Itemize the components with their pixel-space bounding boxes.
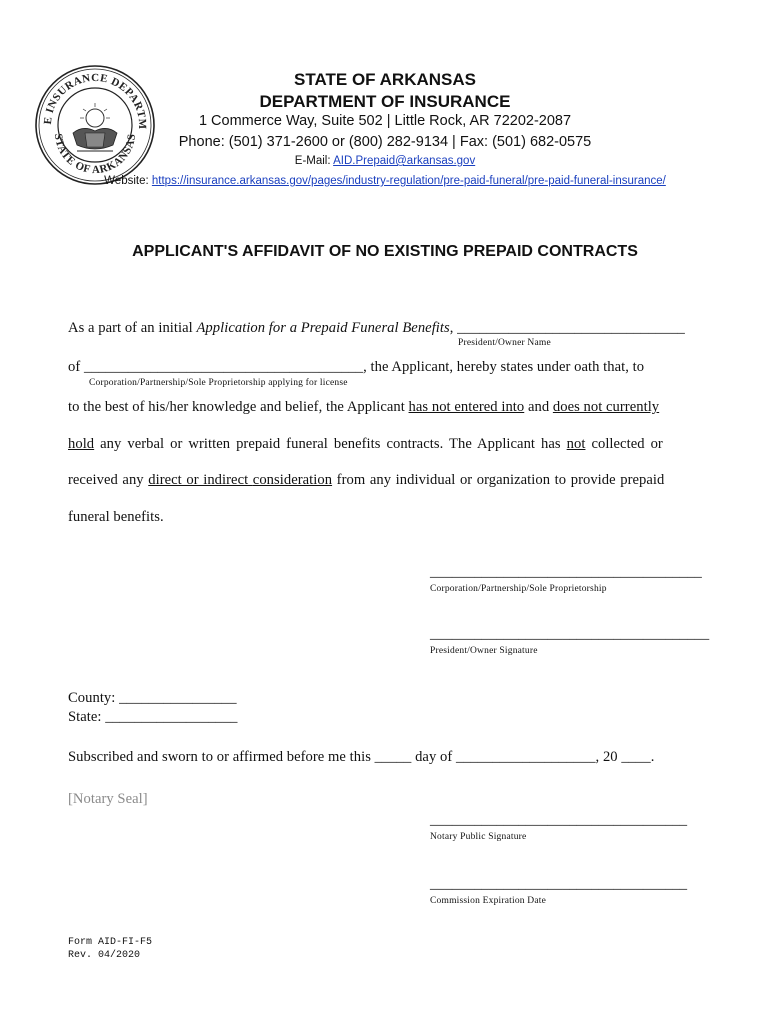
underlined-text: direct or indirect (148, 472, 253, 488)
email-line (0, 155, 770, 167)
commission-expiration-line[interactable]: ___________________________________ (430, 876, 688, 892)
para-line-1 (68, 320, 685, 337)
para-text: any verbal or written prepaid funeral benefits contracts. The Applicant has (94, 436, 567, 452)
corporation-signature-line[interactable]: _____________________________________ (430, 564, 702, 580)
caption-text: Signature (488, 832, 527, 842)
para-text: and (524, 399, 553, 415)
form-number: Form AID-FI-F5 (68, 937, 153, 948)
county-field[interactable]: County: ________________ (68, 690, 237, 706)
owner-signature-line[interactable]: ______________________________________ (430, 626, 710, 642)
department-name: DEPARTMENT OF INSURANCE (259, 92, 511, 111)
underlined-text: hold (68, 436, 95, 452)
underlined-text: has not entered into (408, 399, 525, 415)
para-line-2: of ______________________________________, the Applicant, hereby states under oath that, to (68, 359, 645, 375)
para-text: from any individual or organization to provide prepaid (332, 472, 665, 488)
notary-seal-placeholder: [Notary Seal] (68, 791, 148, 807)
email-label: E-Mail: (294, 155, 331, 167)
document-title: APPLICANT'S AFFIDAVIT OF NO EXISTING PREPAID CONTRACTS (132, 243, 638, 260)
sworn-statement[interactable]: Subscribed and sworn to or affirmed before me this _____ day of ___________________, 20 ____. (68, 749, 655, 765)
para-line-4 (68, 436, 663, 453)
underlined-text: does not currently (552, 399, 660, 415)
notary-signature-label (430, 832, 526, 842)
phone-fax: Phone: (501) 371-2600 or (800) 282-9134 | Fax: (501) 682-0575 (178, 134, 592, 150)
seal-bottom-text: STATE OF ARKANSAS (51, 133, 139, 177)
corporation-caption: Corporation/Partnership/Sole Proprietorship applying for license (89, 378, 348, 388)
para-text: received any (68, 472, 149, 488)
para-text: to the best of his/her knowledge and belief, the Applicant (68, 399, 409, 415)
corporation-signature-label: Corporation/Partnership/Sole Proprietorship (430, 584, 607, 594)
seal-top-text: E INSURANCE DEPARTM (41, 71, 149, 130)
address: 1 Commerce Way, Suite 502 | Little Rock, AR 72202-2087 (198, 113, 572, 129)
state-name: STATE OF ARKANSAS (294, 70, 476, 89)
owner-signature-label: President/Owner Signature (430, 646, 538, 656)
underlined-text: not (566, 436, 586, 452)
website-link[interactable]: https://insurance.arkansas.gov/pages/industry-regulation/pre-paid-funeral/pre-paid-funeral-insurance/ (151, 175, 666, 187)
website-label: Website: (104, 175, 149, 187)
underlined-text: consideration (252, 472, 333, 488)
owner-name-blank: , _______________________________ (449, 320, 685, 336)
email-link[interactable]: AID.Prepaid@arkansas.gov (333, 155, 476, 167)
website-line (0, 175, 770, 187)
notary-signature-line[interactable]: ___________________________________ (430, 812, 688, 828)
commission-expiration-label: Commission Expiration Date (430, 896, 547, 906)
para-line-6: funeral benefits. (68, 509, 164, 525)
para-line-3 (68, 399, 659, 416)
para-line-5 (68, 472, 664, 489)
revision-date: Rev. 04/2020 (68, 950, 141, 961)
state-field[interactable]: State: __________________ (68, 709, 238, 725)
caption-text: Notary Public (430, 832, 489, 842)
owner-name-caption: President/Owner Name (458, 338, 551, 348)
para-text: collected or (585, 436, 663, 452)
application-title: Application for a Prepaid Funeral Benefits (196, 320, 450, 336)
para-text: As a part of an initial (68, 320, 197, 336)
